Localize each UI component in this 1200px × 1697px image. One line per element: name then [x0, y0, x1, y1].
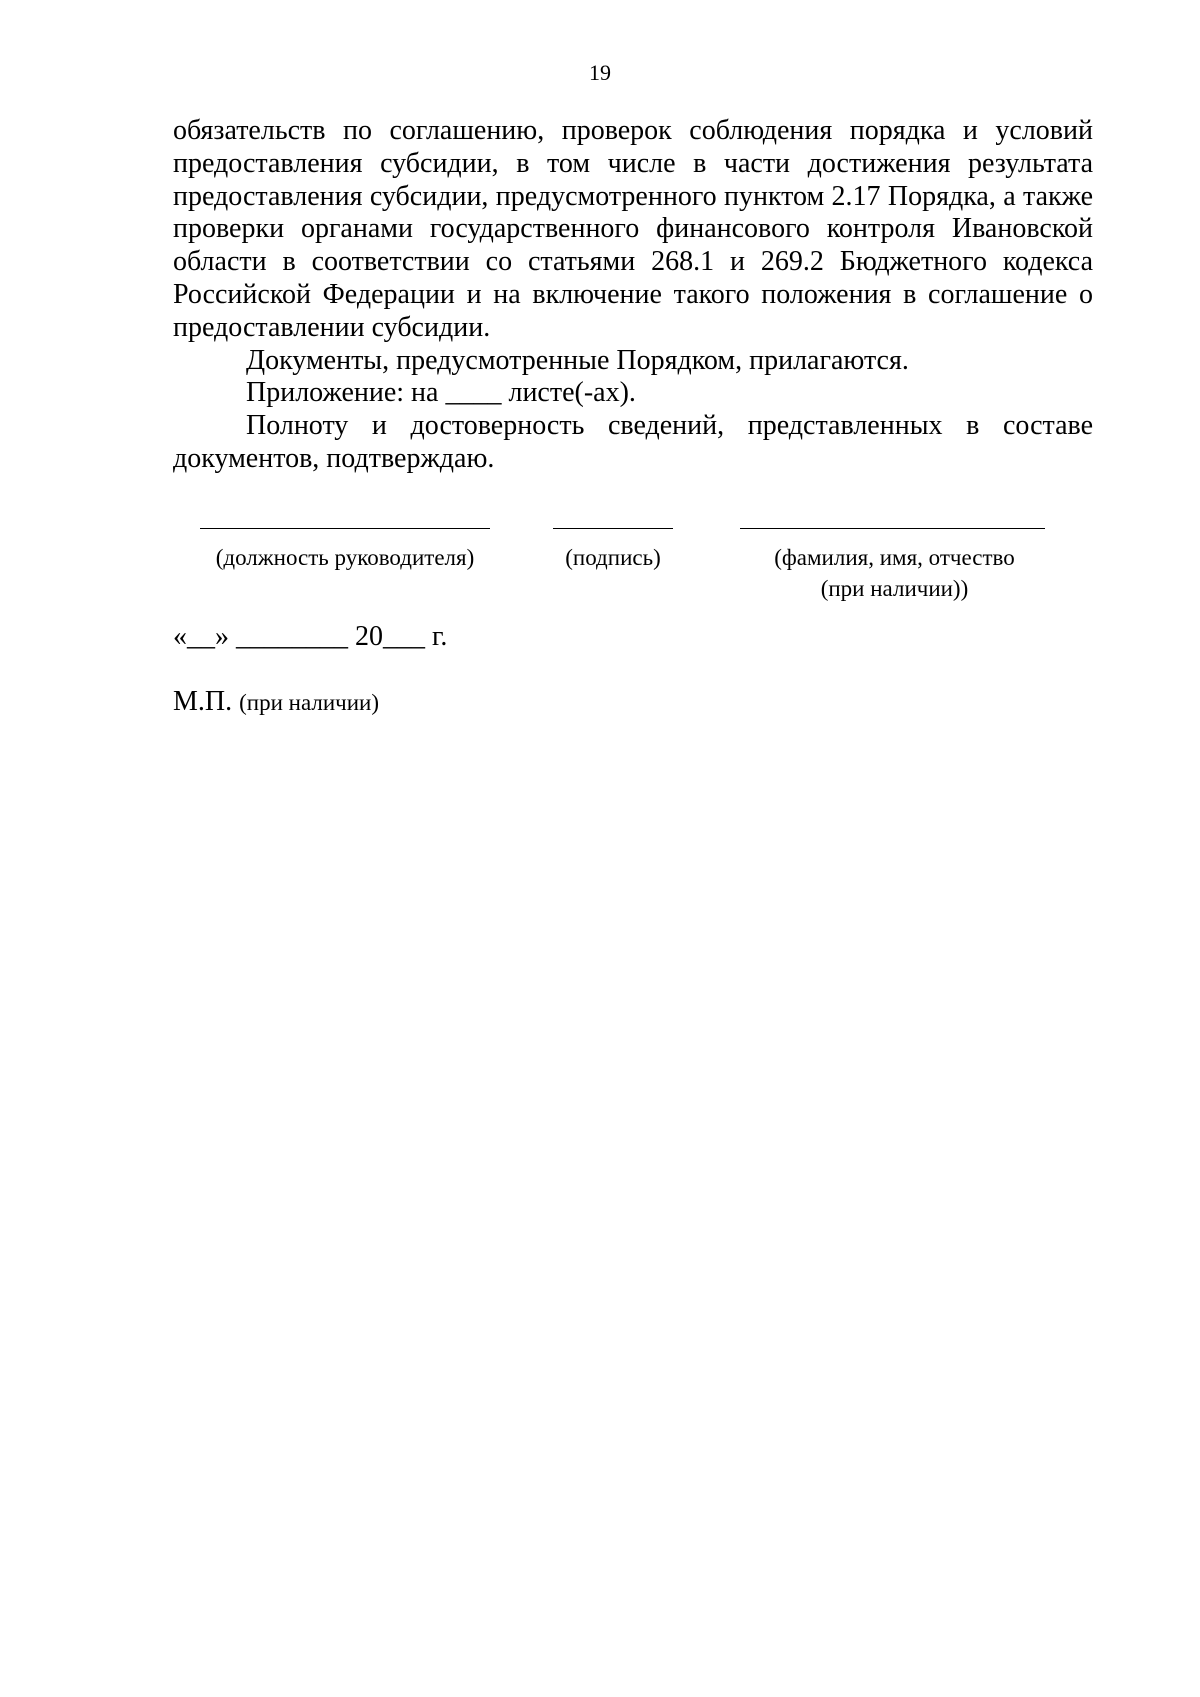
- stamp-line: [173, 685, 379, 720]
- paragraph-documents-attached: Документы, предусмотренные Порядком, прилагаются.: [246, 344, 909, 376]
- full-name-caption-line-1: (фамилия, имя, отчество: [774, 545, 1015, 570]
- stamp-note: (при наличии): [239, 690, 380, 715]
- signature-line: [553, 528, 673, 529]
- signature-caption: (подпись): [565, 545, 661, 570]
- paragraph-confirmation: Полноту и достоверность сведений, представленных в составе документов, подтверждаю.: [173, 410, 1093, 474]
- full-name-signature-line: [740, 528, 1045, 529]
- paragraph-obligations: обязательств по соглашению, проверок соблюдения порядка и условий предоставления субсидии, в том числе в части достижения результата предоставления субсидии, предусмотренного пунктом 2.17 Порядка, а также проверки органами государственного финансового контроля Ивановской области в соответствии со статьями 268.1 и 269.2 Бюджетного кодекса Российской Федерации и на включение такого положения в соглашение о предоставлении субсидии.: [173, 115, 1093, 343]
- date-line: «__» ________ 20___ г.: [173, 621, 448, 652]
- full-name-caption-line-2: (при наличии)): [820, 576, 969, 601]
- paragraph-attachment-sheets: Приложение: на ____ листе(-ах).: [246, 377, 636, 409]
- position-signature-line: [200, 528, 490, 529]
- page-number: 19: [589, 60, 611, 85]
- full-name-caption: [732, 542, 1057, 604]
- document-body: [173, 115, 1093, 476]
- position-caption: (должность руководителя): [215, 545, 475, 570]
- stamp-label: М.П.: [173, 686, 233, 717]
